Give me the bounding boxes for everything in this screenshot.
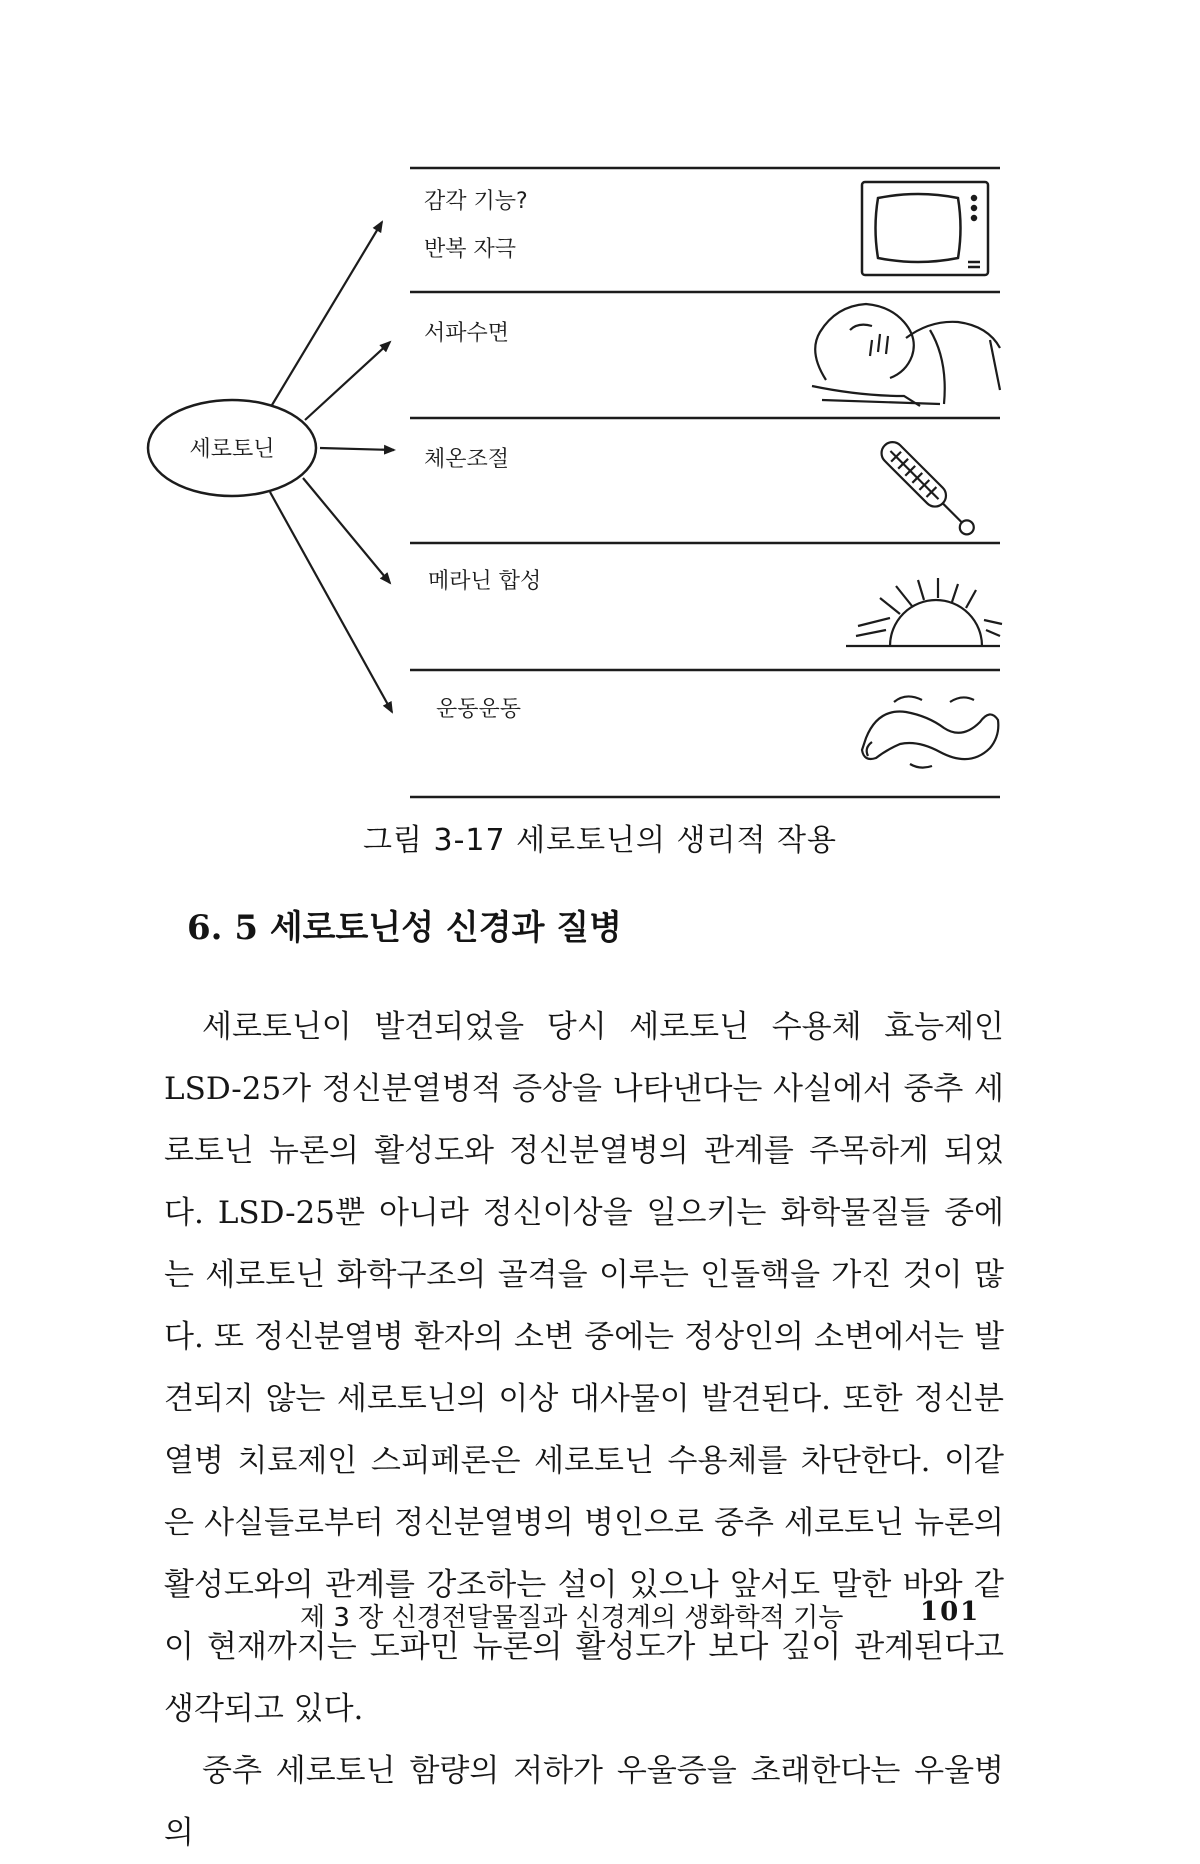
arrow-sleep	[305, 342, 390, 420]
tv-icon	[862, 182, 988, 275]
section-heading: 6. 5 세로토닌성 신경과 질병	[187, 908, 622, 948]
row-2-label: 서파수면	[424, 321, 510, 346]
sleeping-person-icon	[812, 304, 1000, 406]
page-number: 101	[920, 1597, 981, 1627]
row-1-label-line-2: 반복 자극	[424, 237, 517, 262]
diagram-arrows	[270, 222, 394, 712]
arrow-sensory	[272, 222, 382, 405]
serotonin-function-diagram	[0, 0, 1200, 820]
wavy-motion-icon	[862, 696, 998, 767]
arrow-temperature	[320, 448, 394, 450]
row-5-label: 운동운동	[436, 697, 522, 722]
row-1-label-line-1: 감각 기능?	[424, 189, 528, 214]
serotonin-node-label: 세로토닌	[189, 437, 275, 462]
arrow-melanin	[303, 478, 390, 583]
body-paragraph-2: 중추 세로토닌 함량의 저하가 우울증을 초래한다는 우울병의	[164, 1753, 1004, 1851]
row-4-label: 메라닌 합성	[428, 569, 542, 594]
sunrise-icon	[846, 578, 1002, 646]
thermometer-icon	[877, 438, 980, 541]
serotonin-node	[148, 400, 316, 496]
footer-chapter-title: 제 3 장 신경전달물질과 신경계의 생화학적 기능	[300, 1603, 844, 1633]
row-3-label: 체온조절	[424, 447, 510, 472]
body-text	[164, 996, 1004, 1864]
arrow-motor	[270, 492, 392, 712]
body-paragraph-1: 세로토닌이 발견되었을 당시 세로토닌 수용체 효능제인 LSD-25가 정신분열병적 증상을 나타낸다는 사실에서 중추 세로토닌 뉴론의 활성도와 정신분열병의 관계를 주목하게 되었다. LSD-25뿐 아니라 정신이상을 일으키는 화학물질들 중에는 세로토닌 화학구조의 골격을 이루는 인돌핵을 가진 것이 많다. 또 정신분열병 환자의 소변 중에는 정상인의 소변에서는 발견되지 않는 세로토닌의 이상 대사물이 발견된다. 또한 정신분열병 치료제인 스피페론은 세로토닌 수용체를 차단한다. 이같은 사실들로부터 정신분열병의 병인으로 중추 세로토닌 뉴론의 활성도와의 관계를 강조하는 설이 있으나 앞서도 말한 바와 같이 현재까지는 도파민 뉴론의 활성도가 보다 깊이 관계된다고 생각되고 있다.	[164, 1009, 1004, 1727]
figure-caption: 그림 3-17 세로토닌의 생리적 작용	[363, 823, 837, 858]
